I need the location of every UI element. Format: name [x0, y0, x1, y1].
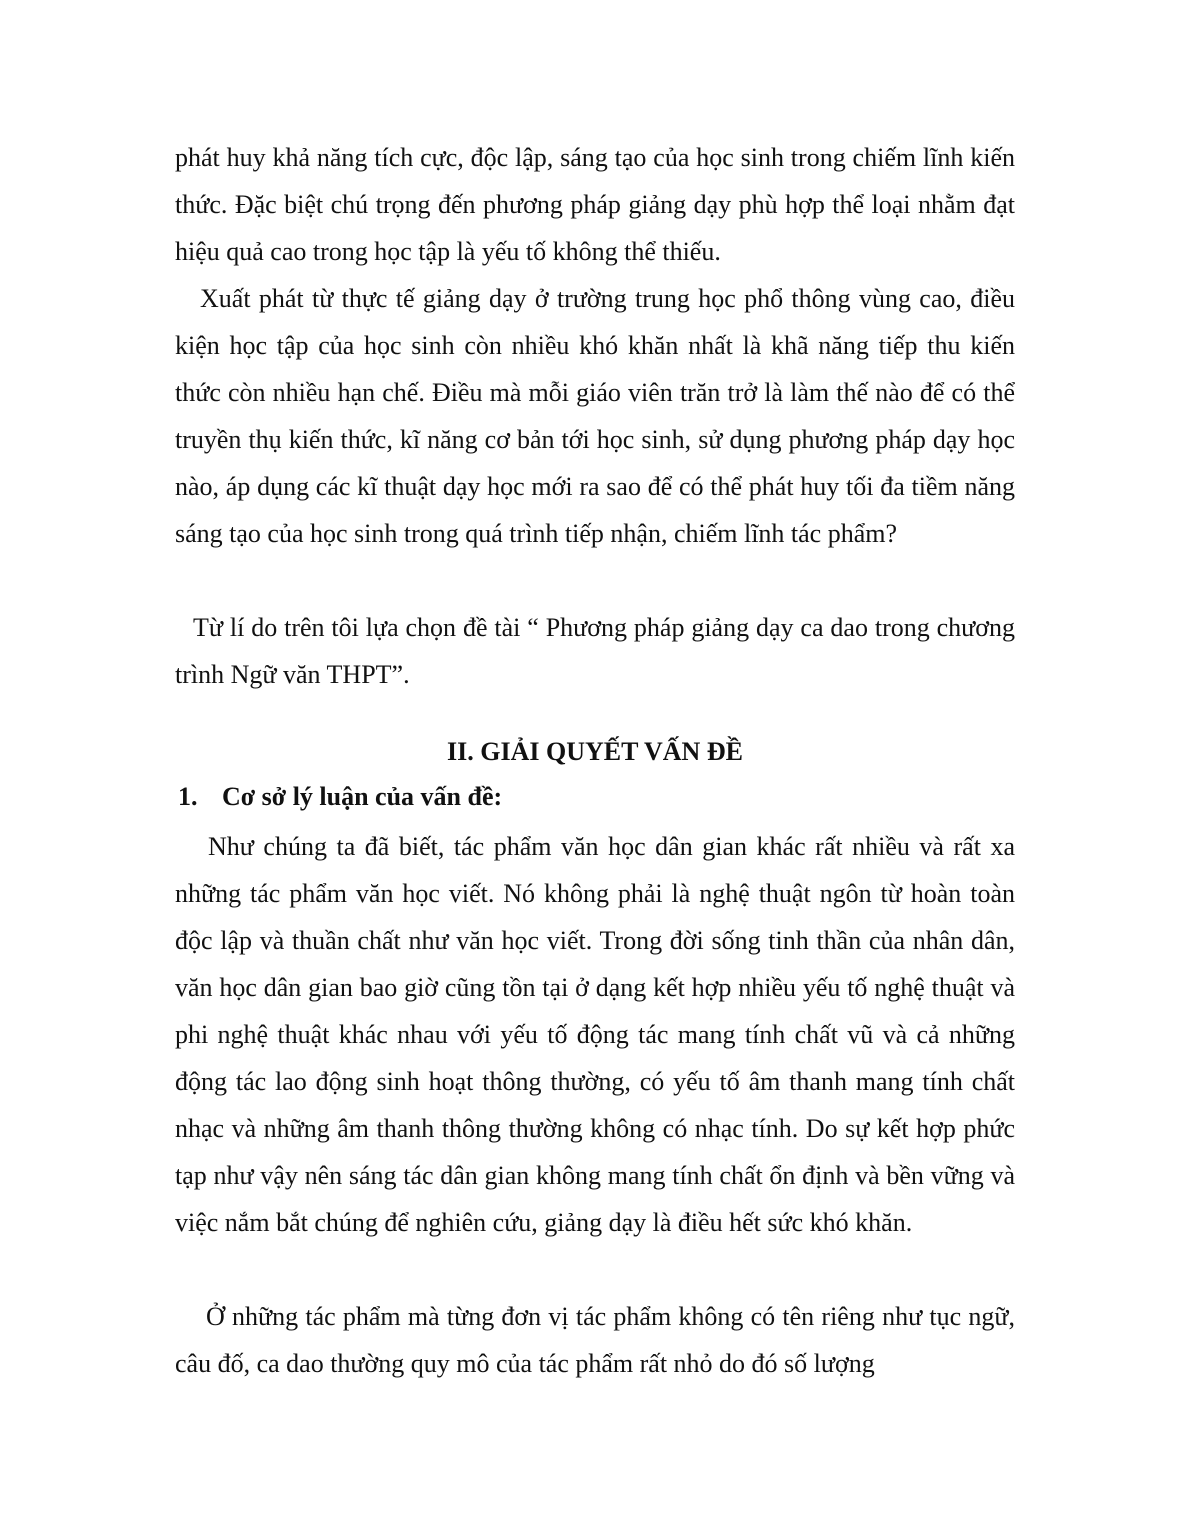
subsection-heading — [178, 777, 502, 817]
subsection-title: Cơ sở lý luận của vấn đề: — [222, 782, 503, 811]
subsection-number: 1. — [178, 782, 198, 811]
paragraph-3: Từ lí do trên tôi lựa chọn đề tài “ Phương pháp giảng dạy ca dao trong chương trình Ngữ văn THPT”. — [175, 613, 1015, 689]
paragraph-2: Xuất phát từ thực tế giảng dạy ở trường trung học phổ thông vùng cao, điều kiện học tập của học sinh còn nhiều khó khăn nhất là khã năng tiếp thu kiến thức còn nhiều hạn chế. Điều mà mỗi giáo viên trăn trở là làm thế nào để có thể truyền thụ kiến thức, kĩ năng cơ bản tới học sinh, sử dụng phương pháp dạy học nào, áp dụng các kĩ thuật dạy học mới ra sao để có thể phát huy tối đa tiềm năng sáng tạo của học sinh trong quá trình tiếp nhận, chiếm lĩnh tác phẩm? — [175, 284, 1015, 548]
section-heading: II. GIẢI QUYẾT VẤN ĐỀ — [447, 737, 743, 766]
paragraph-1: phát huy khả năng tích cực, độc lập, sáng tạo của học sinh trong chiếm lĩnh kiến thức. Đặc biệt chú trọng đến phương pháp giảng dạy phù hợp thể loại nhằm đạt hiệu quả cao trong học tập là yếu tố không thể thiếu. — [175, 143, 1015, 266]
paragraph-5: Ở những tác phẩm mà từng đơn vị tác phẩm không có tên riêng như tục ngữ, câu đố, ca dao thường quy mô của tác phẩm rất nhỏ do đó số lượng — [175, 1302, 1015, 1378]
paragraph-4: Như chúng ta đã biết, tác phẩm văn học dân gian khác rất nhiều và rất xa những tác phẩm văn học viết. Nó không phải là nghệ thuật ngôn từ hoàn toàn độc lập và thuần chất như văn học viết. Trong đời sống tinh thần của nhân dân, văn học dân gian bao giờ cũng tồn tại ở dạng kết hợp nhiều yếu tố nghệ thuật và phi nghệ thuật khác nhau với yếu tố động tác mang tính chất vũ và cả những động tác lao động sinh hoạt thông thường, có yếu tố âm thanh mang tính chất nhạc và những âm thanh thông thường không có nhạc tính. Do sự kết hợp phức tạp như vậy nên sáng tác dân gian không mang tính chất ổn định và bền vững và việc nắm bắt chúng để nghiên cứu, giảng dạy là điều hết sức khó khăn. — [175, 832, 1015, 1237]
